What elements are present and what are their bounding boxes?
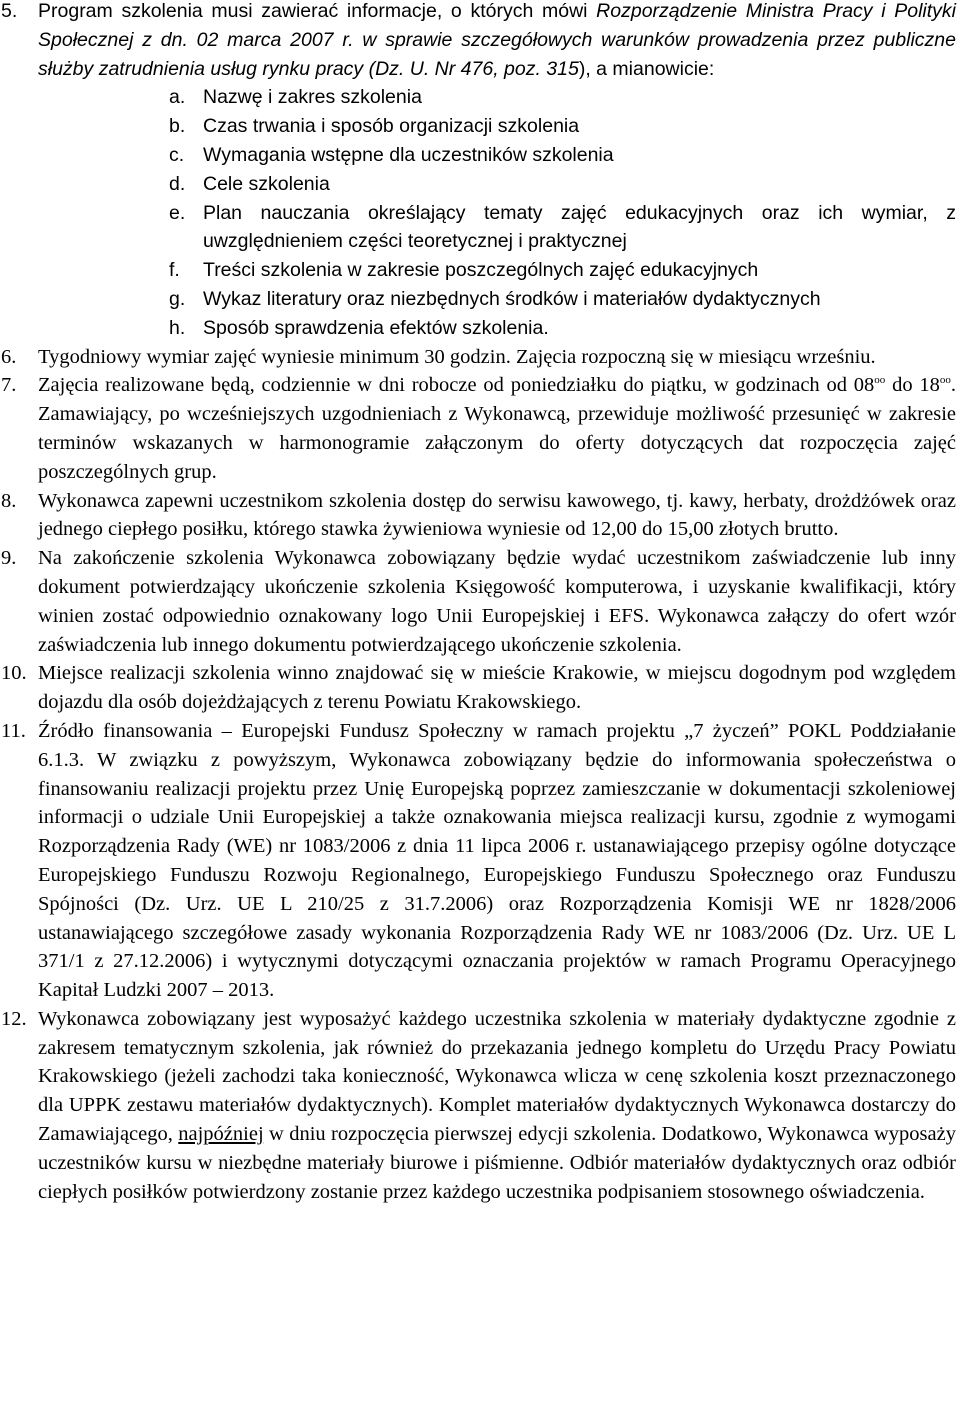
list-item	[0, 0, 960, 83]
list-item	[0, 717, 960, 1005]
item-text: Tygodniowy wymiar zajęć wyniesie minimum 30 godzin. Zajęcia rozpoczną się w miesiącu wrześniu.	[38, 345, 876, 368]
list-item	[0, 1005, 960, 1207]
sublist-item: e. Plan nauczania określający tematy zajęć edukacyjnych oraz ich wymiar, z uwzględnieniem części teoretycznej i praktycznej	[169, 201, 956, 253]
item-text: Źródło finansowania – Europejski Fundusz Społeczny w ramach projektu „7 życzeń” POKL Poddziałanie 6.1.3. W związku z powyższym, Wykonawca zobowiązany będzie do informowania społeczeństwa o finansowaniu realizacji projektu przez Unię Europejską poprzez zamieszczanie w dokumentacji szkoleniowej informacji o udziale Unii Europejskiej a także oznakowania miejsca realizacji kursu, zgodnie z wymogami Rozporządzenia Rady (WE) nr 1083/2006 z dnia 11 lipca 2006 r. ustanawiającego przepisy ogólne dotyczące Europejskiego Funduszu Rozwoju Regionalnego, Europejskiego Funduszu Społecznego oraz Funduszu Spójności (Dz. Urz. UE L 210/25 z 31.7.2006) oraz Rozporządzenia Komisji WE nr 1828/2006 ustanawiającego szczegółowe zasady wykonania Rozporządzenia Rady WE nr 1083/2006 (Dz. Urz. UE L 371/1 z 27.12.2006) i wytycznymi dotyczącymi oznaczania projektów w ramach Programu Operacyjnego Kapitał Ludzki 2007 – 2013.	[38, 719, 956, 1002]
list-item	[0, 544, 960, 659]
item-text: Zajęcia realizowane będą, codziennie w dni robocze od poniedziałku do piątku, w godzinach od $08^{oo}$ do $18^{oo}$. Zamawiający, po wcześniejszych uzgodnieniach z Wykonawcą, przewiduje możliwość przesunięć w zakresie terminów wskazanych w harmonogramie załączonym do oferty dotyczących dat rozpoczęcia zajęć poszczególnych grup.	[38, 374, 957, 483]
sublist-item: b. Czas trwania i sposób organizacji szkolenia	[169, 115, 580, 138]
sublist-item: h. Sposób sprawdzenia efektów szkolenia.	[169, 316, 549, 339]
list-item	[0, 371, 960, 486]
item-number: 11.	[1, 719, 26, 742]
item-text: Na zakończenie szkolenia Wykonawca zobowiązany będzie wydać uczestnikom zaświadczenie lub inny dokument potwierdzający ukończenie szkolenia Księgowość komputerowa, i uzyskanie kwalifikacji, który winien zostać odpowiednio oznakowany logo Unii Europejskiej i EFS. Wykonawca załączy do ofert wzór zaświadczenia lub innego dokumentu potwierdzającego ukończenie szkolenia.	[38, 547, 956, 656]
item-text: Wykonawca zobowiązany jest wyposażyć każdego uczestnika szkolenia w materiały dydaktyczne zgodnie z zakresem tematycznym szkolenia, jak również do przekazania jednego kompletu do Urzędu Pracy Powiatu Krakowskiego (jeżeli zachodzi taka konieczność, Wykonawca wlicza w cenę szkolenia koszt przeznaczonego dla UPPK zestawu materiałów dydaktycznych). Komplet materiałów dydaktycznych Wykonawca dostarczy do Zamawiającego, najpóźniej w dniu rozpoczęcia pierwszej edycji szkolenia. Dodatkowo, Wykonawca wyposaży uczestników kursu w niezbędne materiały biurowe i piśmienne. Odbiór materiałów dydaktycznych oraz odbiór ciepłych posiłków potwierdzony zostanie przez każdego uczestnika podpisaniem stosownego oświadczenia.	[38, 1007, 956, 1203]
item-number: 6.	[1, 345, 17, 368]
item-number: 7.	[1, 374, 17, 397]
item-text: Miejsce realizacji szkolenia winno znajdować się w mieście Krakowie, w miejscu dogodnym pod względem dojazdu dla osób dojeżdżających z terenu Powiatu Krakowskiego.	[38, 662, 956, 714]
list-item	[0, 659, 960, 717]
sublist-item: a. Nazwę i zakres szkolenia	[169, 86, 422, 109]
sublist-item: f. Treści szkolenia w zakresie poszczególnych zajęć edukacyjnych	[169, 259, 759, 282]
item-number: 5.	[1, 0, 18, 22]
underlined-emphasis: najpóźniej	[178, 1123, 264, 1146]
item-number: 12.	[1, 1007, 27, 1030]
sublist-item: d. Cele szkolenia	[169, 172, 330, 195]
item-number: 9.	[1, 547, 17, 570]
item-text: Wykonawca zapewni uczestnikom szkolenia dostęp do serwisu kawowego, tj. kawy, herbaty, drożdżówek oraz jednego ciepłego posiłku, którego stawka żywieniowa wyniesie od 12,00 do 15,00 złotych brutto.	[38, 489, 956, 541]
sublist-item: c. Wymagania wstępne dla uczestników szkolenia	[169, 143, 614, 166]
item-text: Program szkolenia musi zawierać informacje, o których mówi Rozporządzenie Ministra Pracy i Polityki Społecznej z dn. 02 marca 2007 r. w sprawie szczegółowych warunków prowadzenia przez publiczne służby zatrudnienia usług rynku pracy (Dz. U. Nr 476, poz. 315), a mianowicie:	[38, 0, 956, 80]
list-item	[0, 487, 960, 545]
list-item	[0, 343, 960, 372]
sublist-item: g. Wykaz literatury oraz niezbędnych środków i materiałów dydaktycznych	[169, 287, 821, 310]
item-number: 10.	[1, 662, 27, 685]
item-number: 8.	[1, 489, 17, 512]
